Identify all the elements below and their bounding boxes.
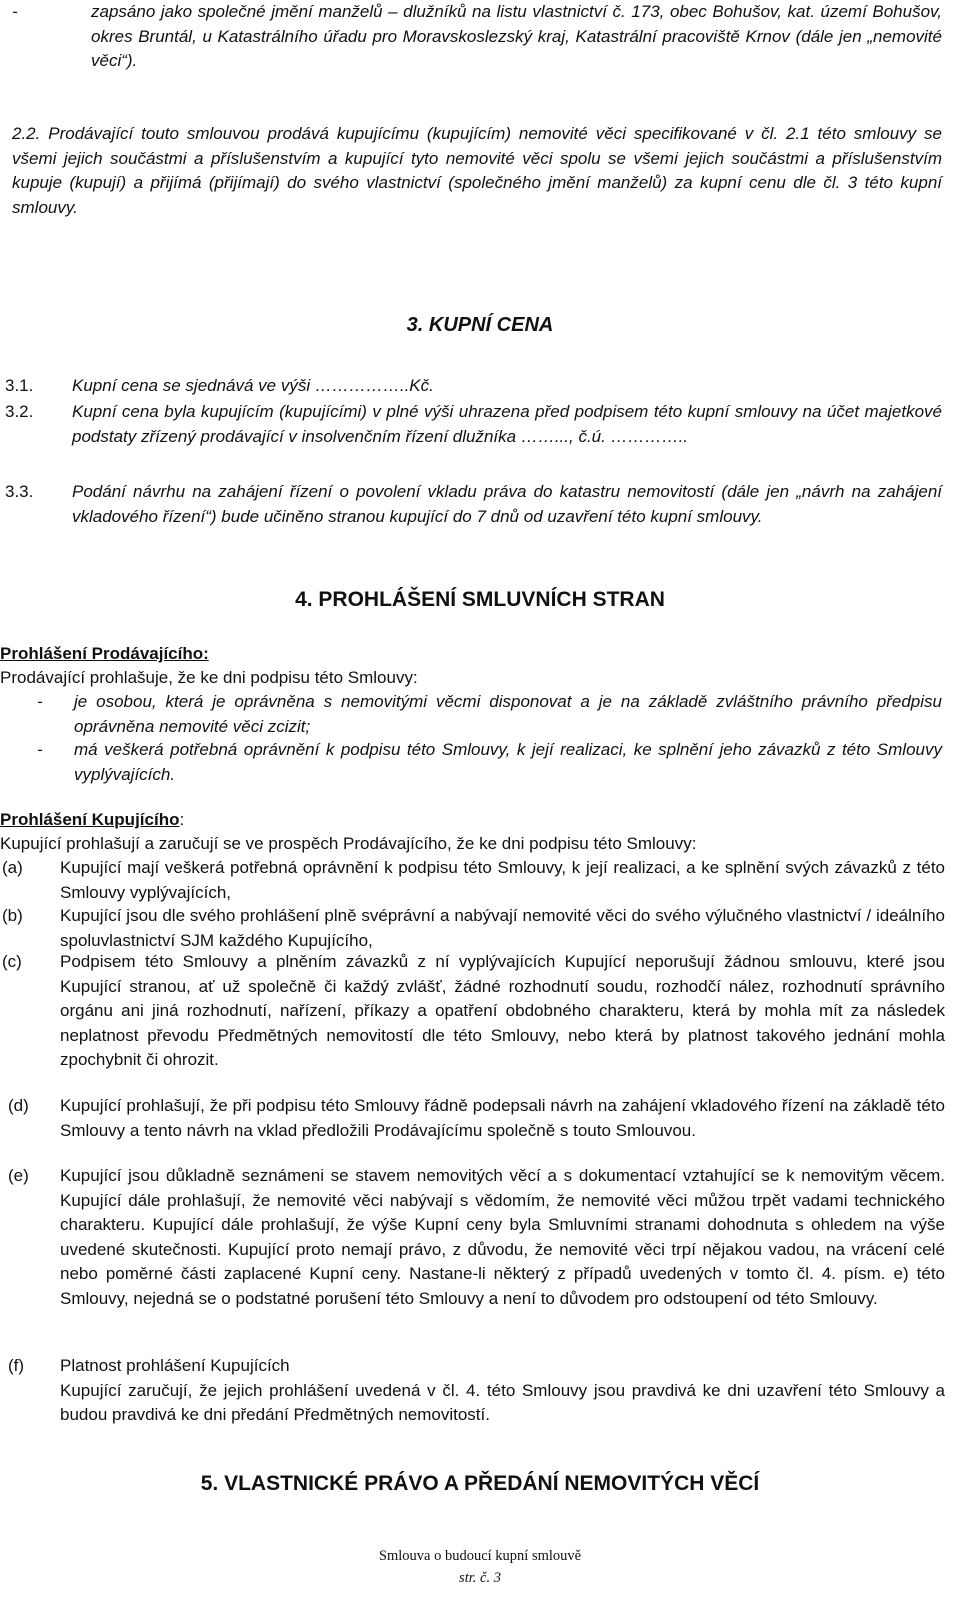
intro-list-item	[12, 0, 942, 74]
list-item-text: má veškerá potřebná oprávnění k podpisu této Smlouvy, k její realizaci, ke splnění jeho závazků z této Smlouvy vyplývajících.	[74, 740, 942, 784]
list-marker: -	[12, 2, 18, 21]
list-item-text: Kupující prohlašují, že při podpisu této Smlouvy řádně podepsali návrh na zahájení vkladového řízení na základě této Smlouvy a tento návrh na vklad předložili Prodávajícímu společně s touto Smlouvou.	[60, 1096, 945, 1140]
seller-declaration-title: Prohlášení Prodávajícího:	[0, 644, 209, 663]
seller-item	[37, 738, 942, 787]
clause-number: 3.3.	[5, 482, 34, 501]
buyer-declaration-title	[0, 808, 184, 833]
buyer-declaration-intro: Kupující prohlašují a zaručují se ve prospěch Prodávajícího, že ke dni podpisu této Smlouvy:	[0, 834, 697, 853]
list-marker: -	[37, 740, 43, 759]
list-item-text-continued: Kupující zaručují, že jejich prohlášení uvedená v čl. 4. této Smlouvy jsou pravdivá ke dni uzavření této Smlouvy a budou pravdivá ke dni předání Předmětných nemovitostí.	[60, 1380, 945, 1424]
clause-number: 3.1.	[5, 376, 34, 395]
buyer-item-c	[0, 950, 945, 1073]
clause-number: 3.2.	[5, 402, 34, 421]
list-marker: -	[37, 692, 43, 711]
list-marker: (f)	[8, 1356, 25, 1375]
section-5-heading: 5. VLASTNICKÉ PRÁVO A PŘEDÁNÍ NEMOVITÝCH VĚCÍ	[200, 1472, 760, 1495]
buyer-item-f	[0, 1354, 945, 1428]
list-marker: (b)	[2, 906, 23, 925]
section-4-heading: 4. PROHLÁŠENÍ SMLUVNÍCH STRAN	[295, 588, 665, 611]
list-item-text: Podpisem této Smlouvy a plněním závazků z ní vyplývajících Kupující neporušují žádnou smlouvu, které jsou Kupující stranou, ať už společně či každý zvlášť, žádné rozhodnutí soudu, rozhodčí nález, rozhodnutí správního orgánu ani jiná rozhodnutí, nařízení, příkazy a opatření obdobného charakteru, která by mohla mít za následek neplatnost převodu Předmětných nemovitostí dle této Smlouvy, nebo která by platnost takového jednání mohla zpochybnit či ohrozit.	[60, 952, 945, 1069]
list-item-text: Kupující mají veškerá potřebná oprávnění k podpisu této Smlouvy, k její realizaci, a ke splnění svých závazků z této Smlouvy vyplývajících,	[60, 858, 945, 902]
list-marker: (a)	[2, 858, 23, 877]
footer-page-number: str. č. 3	[459, 1570, 501, 1586]
clause-text: Kupní cena byla kupujícím (kupujícími) v plné výši uhrazena před podpisem této kupní smlouvy na účet majetkové podstaty zřízený prodávající v insolvenčním řízení dlužníka ……..., č.ú. …………..	[72, 402, 942, 446]
buyer-declaration-title-suffix: :	[179, 810, 185, 829]
clause-text: Podání návrhu na zahájení řízení o povolení vkladu práva do katastru nemovitostí (dále jen „návrh na zahájení vkladového řízení“) bude učiněno stranou kupující do 7 dnů od uzavření této kupní smlouvy.	[72, 482, 942, 526]
seller-item	[37, 690, 942, 739]
list-item-text: zapsáno jako společné jmění manželů – dlužníků na listu vlastnictví č. 173, obec Bohušov, kat. území Bohušov, okres Bruntál, u Katastrálního úřadu pro Moravskoslezský kraj, Katastrální pracoviště Krnov (dále jen „nemovité věci“).	[91, 2, 942, 70]
buyer-item-a	[0, 856, 945, 905]
list-item-text: je osobou, která je oprávněna s nemovitými věcmi disponovat a je na základě zvláštního právního předpisu oprávněna nemovité věci zcizit;	[74, 692, 942, 736]
paragraph-2-2: 2.2. Prodávající touto smlouvou prodává kupujícímu (kupujícím) nemovité věci specifikované v čl. 2.1 této smlouvy se všemi jejich součástmi a příslušenstvím a kupující tyto nemovité věci spolu se všemi jejich součástmi a příslušenstvím kupuje (kupují) a přijímá (přijímají) do svého vlastnictví (společného jmění manželů) za kupní cenu dle čl. 3 této kupní smlouvy.	[12, 124, 942, 217]
list-marker: (c)	[2, 952, 22, 971]
list-item-text: Platnost prohlášení Kupujících	[60, 1356, 290, 1375]
buyer-declaration-title-text: Prohlášení Kupujícího	[0, 810, 180, 829]
footer-title: Smlouva o budoucí kupní smlouvě	[378, 1548, 582, 1564]
seller-declaration-intro: Prodávající prohlašuje, že ke dni podpisu této Smlouvy:	[0, 668, 418, 687]
clause-text: Kupní cena se sjednává ve výši ……………..Kč.	[72, 376, 434, 395]
list-marker: (d)	[8, 1096, 29, 1115]
list-item-text: Kupující jsou dle svého prohlášení plně svéprávní a nabývají nemovité věci do svého výlučného vlastnictví / ideálního spoluvlastnictví SJM každého Kupujícího,	[60, 906, 945, 950]
buyer-item-d	[0, 1094, 945, 1143]
section-3-heading: 3. KUPNÍ CENA	[406, 314, 554, 336]
buyer-item-b	[0, 904, 945, 953]
list-marker: (e)	[8, 1166, 29, 1185]
buyer-item-e	[0, 1164, 945, 1311]
list-item-text: Kupující jsou důkladně seznámeni se stavem nemovitých věcí a s dokumentací vztahující se k nemovitým věcem. Kupující dále prohlašují, že nemovité věci nabývají s vědomím, že nemovité věci můžou trpět vadami technického charakteru. Kupující dále prohlašují, že výše Kupní ceny byla Smluvními stranami dohodnuta s ohledem na výše uvedené skutečnosti. Kupující proto nemají právo, z důvodu, že nemovité věci trpí nějakou vadou, na vrácení celé nebo poměrné části zaplacené Kupní ceny. Nastane-li některý z případů uvedených v tomto čl. 4. písm. e) této Smlouvy, nejedná se o podstatné porušení této Smlouvy a není to důvodem pro odstoupení od této Smlouvy.	[60, 1166, 945, 1308]
